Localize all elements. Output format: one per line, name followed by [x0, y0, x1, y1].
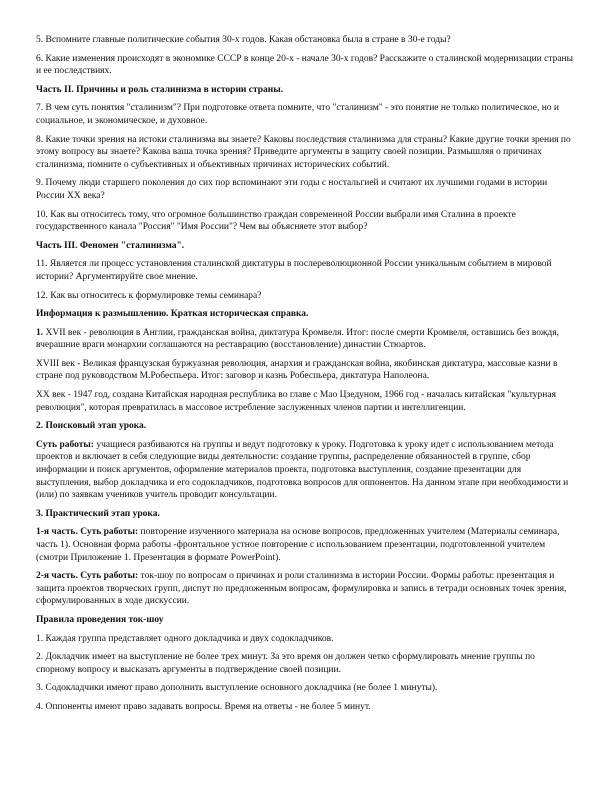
question-5: 5. Вспомните главные политические события 30-х годов. Какая обстановка была в стране в 30-е годы?: [36, 35, 451, 45]
part-1-lead: 1-я часть. Суть работы:: [36, 527, 139, 538]
rule-1: 1. Каждая группа представляет одного докладчика и двух содокладчиков.: [36, 633, 334, 644]
stage-2-text: учащиеся разбиваются на группы и ведут подготовку к уроку. Подготовка к уроку идет с использованием метода проектов и включает в себя следующие виды деятельности: создание группы, распределение обязанностей в группе, сбор информации и поиск аргументов, оформление материалов проекта, подготовка выступления, создание презентации для выступления, выбор докладчика и его содокладчиков, подготовка вопросов для оппонентов. На данном этапе при необходимости и (или) по заявкам учеников учитель проводит консультации.: [36, 439, 569, 501]
info-item-2: XVIII век - Великая французская буржуазная революция, анархия и гражданская война, якобинская диктатура, массовые казни в стране под руководством М.Робеспьера. Итог: заговор и казнь Робеспьера, диктатура Наполеона.: [36, 358, 558, 382]
part-3-heading: Часть III. Феномен "сталинизма".: [36, 240, 185, 251]
part-1-text: повторение изученного материала на основе вопросов, предложенных учителем (Материалы семинара, часть 1). Основная форма работы -фронтальное устное повторение с использованием презентации, подготовленной учителем (смотри Приложение 1. Презентация в формате PowerPoint).: [36, 527, 560, 563]
question-11: 11. Является ли процесс установления сталинской диктатуры в послереволюционной России уникальным событием в мировой истории? Аргументируйте свое мнение.: [36, 259, 552, 282]
info-heading: Информация к размышлению. Краткая историческая справка.: [36, 309, 309, 320]
part-1-paragraph: [36, 526, 576, 564]
rules-heading: Правила проведения ток-шоу: [36, 614, 164, 625]
info-item-1-number: 1.: [36, 327, 44, 338]
stage-2-paragraph: [36, 439, 576, 502]
rule-3: 3. Содокладчики имеют право дополнить выступление основного докладчика (не более 1 минуты).: [36, 683, 438, 694]
question-9: 9. Почему люди старшего поколения до сих пор вспоминают эти годы с ностальгией и считают их лучшими годами в истории России ХХ века?: [36, 178, 548, 201]
part-2-paragraph: [36, 570, 576, 608]
part-2-heading: Часть II. Причины и роль сталинизма в истории страны.: [36, 84, 284, 95]
question-6: 6. Какие изменения происходят в экономике СССР в конце 20-х - начале 30-х годов? Расскажите о сталинской модернизации страны и ее последствиях.: [36, 53, 574, 77]
stage-2-lead: Суть работы:: [36, 439, 94, 450]
part-2-text: ток-шоу по вопросам о причинах и роли сталинизма в истории России. Формы работы: презентация и защита проектов творческих групп, диспут по предложенным вопросам, формулировка и запись в тетради основных точек зрения, сформулированных в ходе дискуссии.: [36, 571, 567, 607]
question-8: 8. Какие точки зрения на истоки сталинизма вы знаете? Каковы последствия сталинизма для страны? Какие другие точки зрения по этому вопросу вы знаете? Какова ваша точка зрения? Приведите аргументы в защиту своей позиции. Размышляя о причинах сталинизма, помните о субъективных и объективных причинах исторических событий.: [36, 134, 571, 170]
info-item-3: XX век - 1947 год, создана Китайская народная республика во главе с Мао Цзедуном, 1966 год - началась китайская "культурная революция", которая превратилась в массовое истребление заслуженных членов партии и интеллигенции.: [36, 390, 556, 413]
stage-2-heading: 2. Поисковый этап урока.: [36, 421, 147, 432]
question-7: 7. В чем суть понятия "сталинизм"? При подготовке ответа помните, что "сталинизм" - это понятие не только политическое, но и социальное, и экономическое, и духовное.: [36, 103, 560, 126]
info-item-1: [36, 327, 576, 352]
part-2-lead: 2-я часть. Суть работы:: [36, 571, 139, 582]
question-12: 12. Как вы относитесь к формулировке темы семинара?: [36, 290, 262, 301]
question-10: 10. Как вы относитесь тому, что огромное большинство граждан современной России выбрали имя Сталина в проекте государственного канала "Россия" "Имя России"? Чем вы объясняете этот выбор?: [36, 209, 516, 233]
info-item-1-text: XVII век - революция в Англии, гражданская война, диктатура Кромвеля. Итог: после смерти Кромвеля, оставшись без вождя, вчерашние враги монархии соглашаются на реставрацию (восстановление) династии Стюартов.: [36, 327, 559, 351]
rule-4: 4. Оппоненты имеют право задавать вопросы. Время на ответы - не более 5 минут.: [36, 701, 371, 712]
document-body: [36, 34, 576, 720]
rule-2: 2. Докладчик имеет на выступление не более трех минут. За это время он должен четко сформулировать мнение группы по спорному вопросу и высказать аргументы в подтверждение своей позиции.: [36, 652, 535, 675]
stage-3-heading: 3. Практический этап урока.: [36, 508, 160, 519]
